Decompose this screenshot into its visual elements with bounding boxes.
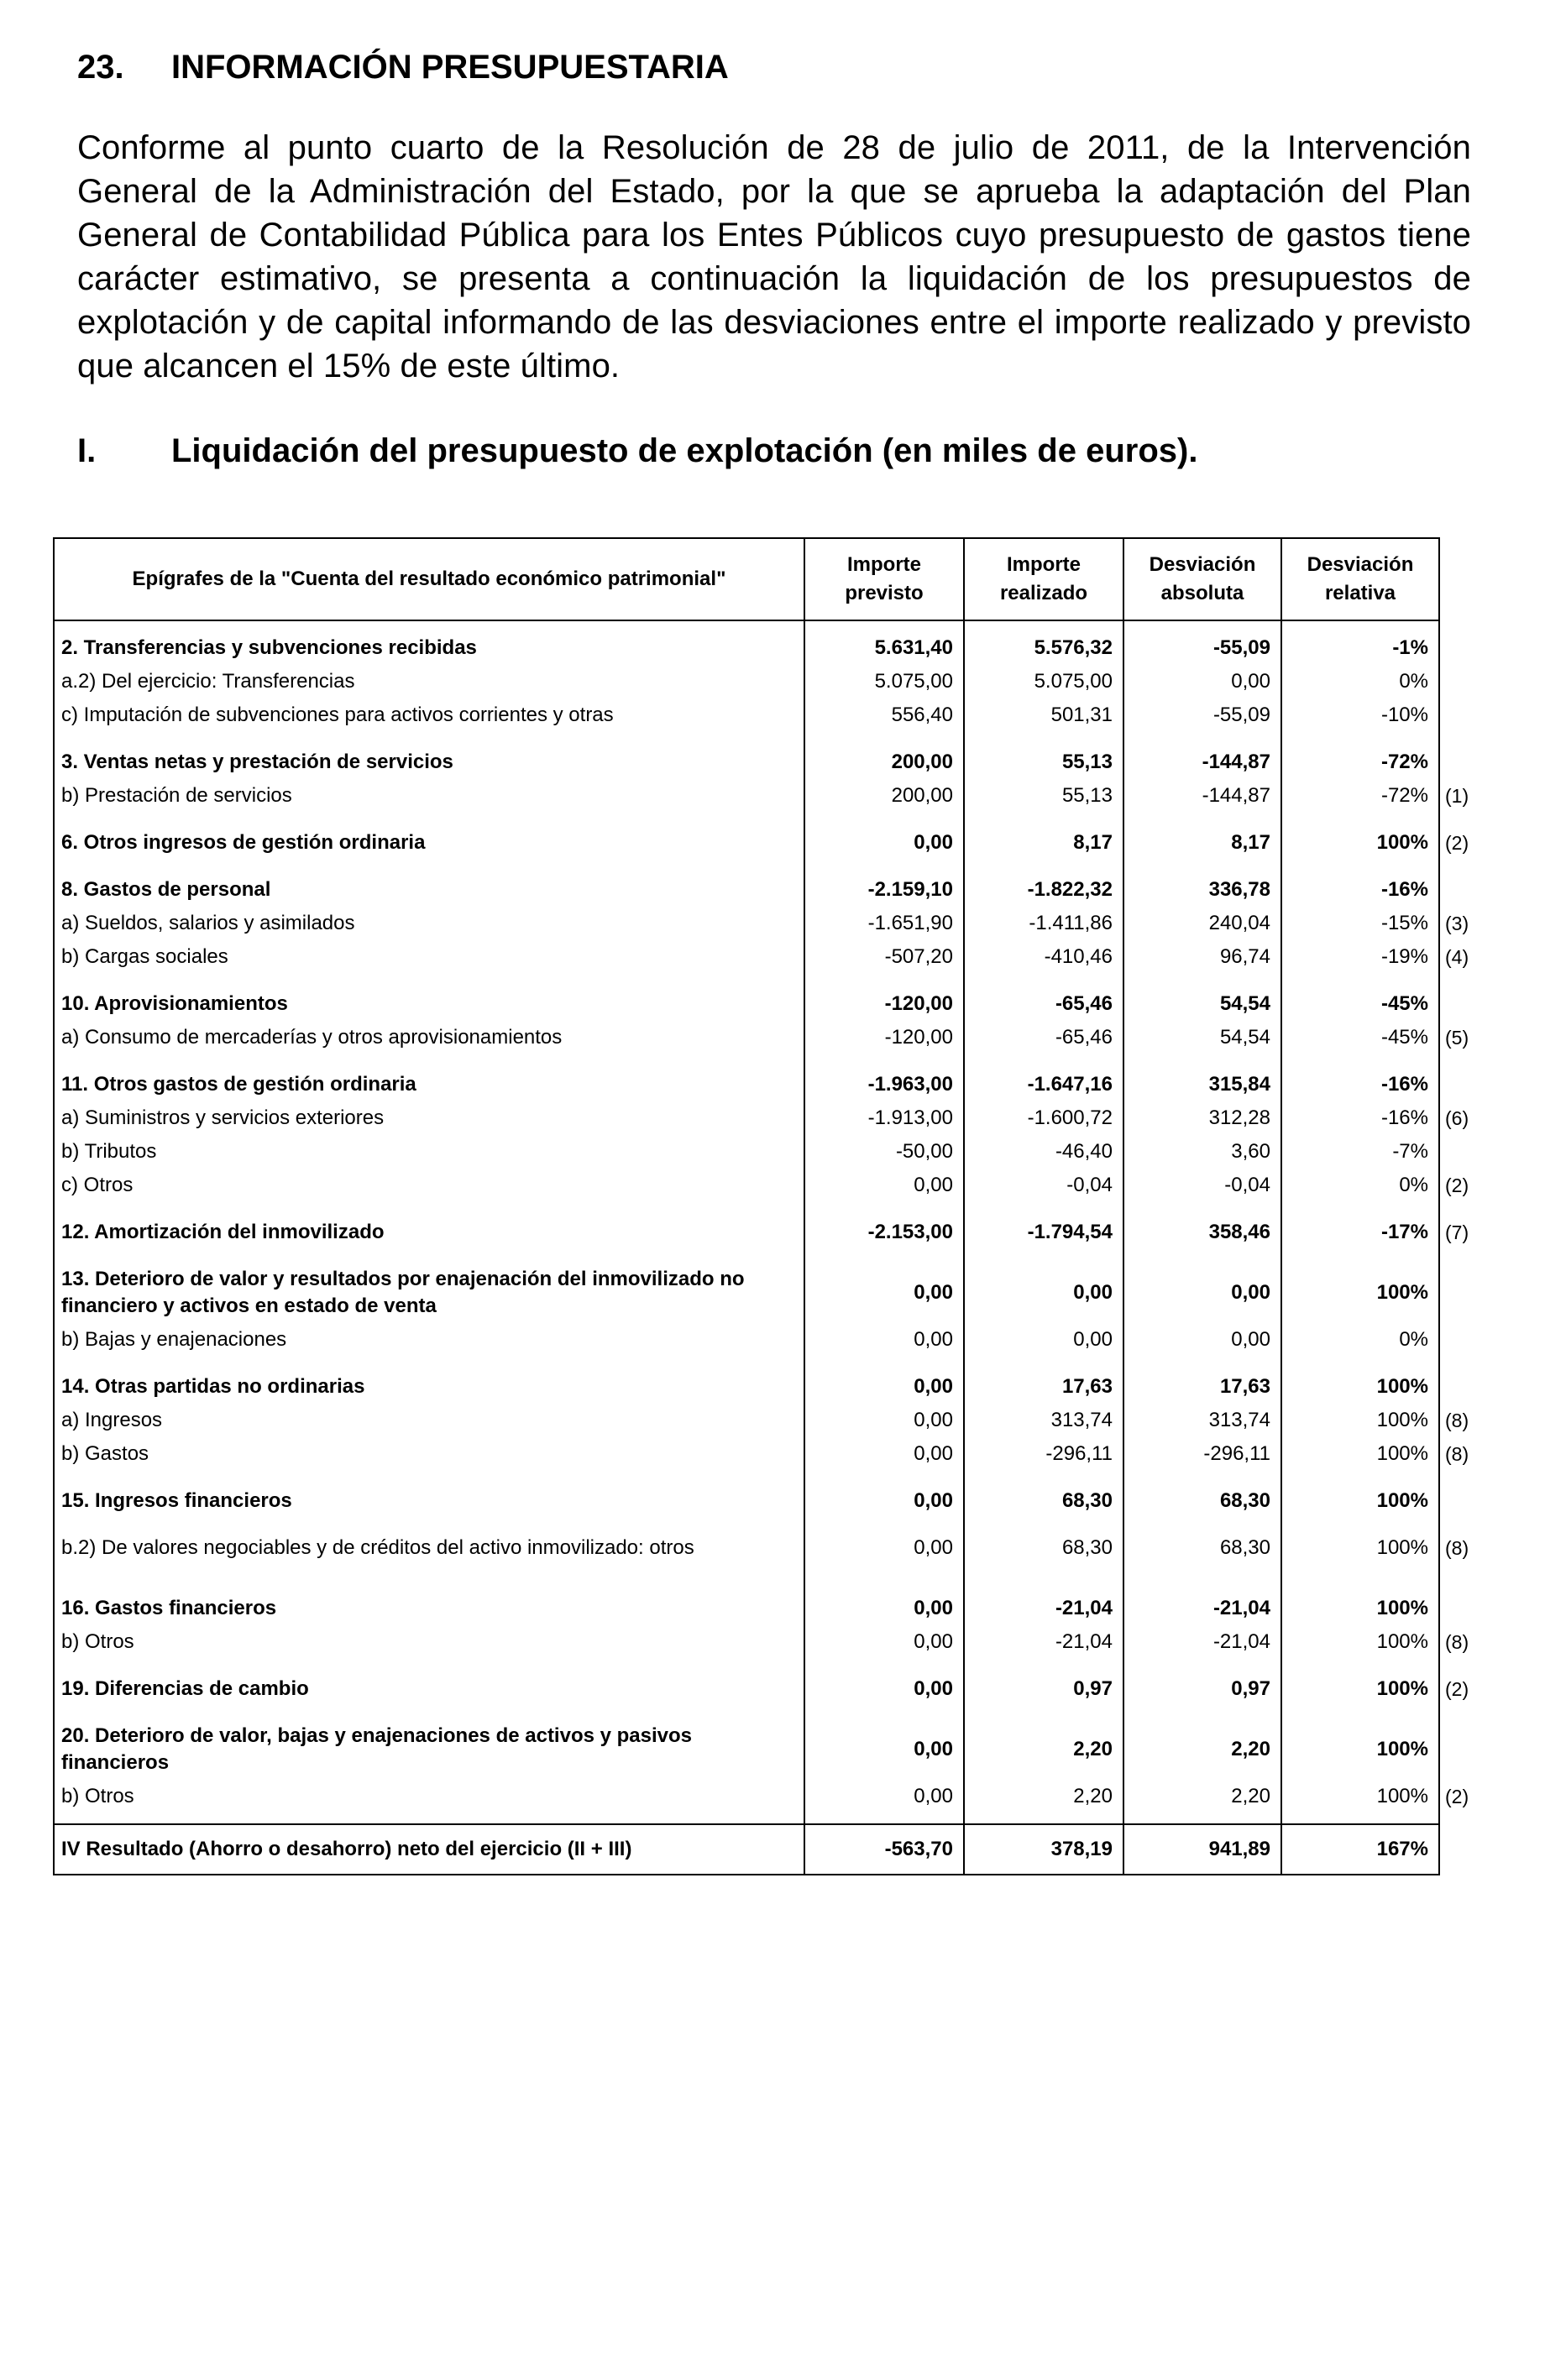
subsection-heading	[77, 432, 1197, 470]
importe-realizado-cell: 0,97	[964, 1659, 1123, 1706]
table-row	[54, 1101, 1485, 1135]
header-desviacion-relativa: Desviación relativa	[1281, 538, 1439, 620]
desviacion-relativa-cell: 167%	[1281, 1824, 1439, 1875]
note-cell: (5)	[1439, 1021, 1485, 1054]
importe-realizado-cell: -46,40	[964, 1135, 1123, 1169]
row-label: 15. Ingresos financieros	[54, 1471, 804, 1518]
row-label: 14. Otras partidas no ordinarias	[54, 1357, 804, 1404]
subsection-number: I.	[77, 432, 97, 469]
importe-previsto-cell: 5.631,40	[804, 620, 964, 665]
row-label: a.2) Del ejercicio: Transferencias	[54, 665, 804, 698]
budget-table	[53, 537, 1485, 1875]
importe-realizado-cell: -21,04	[964, 1578, 1123, 1625]
desviacion-absoluta-cell: 2,20	[1123, 1706, 1281, 1780]
table-row	[54, 1021, 1485, 1054]
desviacion-relativa-cell: -45%	[1281, 1021, 1439, 1054]
desviacion-absoluta-cell: 0,97	[1123, 1659, 1281, 1706]
table-row	[54, 698, 1485, 732]
row-label: b) Otros	[54, 1625, 804, 1659]
desviacion-relativa-cell: -7%	[1281, 1135, 1439, 1169]
row-label: 8. Gastos de personal	[54, 860, 804, 907]
note-cell	[1439, 860, 1485, 907]
table-row	[54, 1824, 1485, 1875]
desviacion-relativa-cell: 100%	[1281, 1471, 1439, 1518]
table-row	[54, 1471, 1485, 1518]
importe-previsto-cell: 200,00	[804, 732, 964, 779]
importe-previsto-cell: 0,00	[804, 1578, 964, 1625]
desviacion-relativa-cell: 0%	[1281, 1323, 1439, 1357]
note-cell	[1439, 1323, 1485, 1357]
importe-realizado-cell: -0,04	[964, 1169, 1123, 1202]
table-row	[54, 1518, 1485, 1578]
section-number: 23.	[77, 49, 124, 86]
note-cell	[1439, 698, 1485, 732]
importe-previsto-cell: -507,20	[804, 940, 964, 974]
importe-previsto-cell: 0,00	[804, 1323, 964, 1357]
row-label: 3. Ventas netas y prestación de servicios	[54, 732, 804, 779]
table-row	[54, 974, 1485, 1021]
note-cell: (8)	[1439, 1404, 1485, 1437]
desviacion-relativa-cell: -45%	[1281, 974, 1439, 1021]
row-label: b) Gastos	[54, 1437, 804, 1471]
desviacion-absoluta-cell: 2,20	[1123, 1780, 1281, 1824]
importe-realizado-cell: 0,00	[964, 1323, 1123, 1357]
desviacion-absoluta-cell: 96,74	[1123, 940, 1281, 974]
table-row	[54, 1135, 1485, 1169]
desviacion-absoluta-cell: -0,04	[1123, 1169, 1281, 1202]
table-row	[54, 860, 1485, 907]
importe-previsto-cell: 0,00	[804, 1437, 964, 1471]
note-cell: (1)	[1439, 779, 1485, 813]
importe-previsto-cell: 0,00	[804, 1706, 964, 1780]
table-row	[54, 732, 1485, 779]
importe-realizado-cell: 313,74	[964, 1404, 1123, 1437]
table-row	[54, 779, 1485, 813]
desviacion-absoluta-cell: 17,63	[1123, 1357, 1281, 1404]
note-cell	[1439, 620, 1485, 665]
importe-realizado-cell: 2,20	[964, 1780, 1123, 1824]
importe-realizado-cell: 0,00	[964, 1249, 1123, 1323]
note-cell	[1439, 1054, 1485, 1101]
row-label: b) Bajas y enajenaciones	[54, 1323, 804, 1357]
desviacion-relativa-cell: 100%	[1281, 1357, 1439, 1404]
importe-realizado-cell: -65,46	[964, 1021, 1123, 1054]
importe-realizado-cell: -1.794,54	[964, 1202, 1123, 1249]
note-cell: (2)	[1439, 1659, 1485, 1706]
note-cell: (8)	[1439, 1437, 1485, 1471]
table-row	[54, 813, 1485, 860]
importe-previsto-cell: -2.153,00	[804, 1202, 964, 1249]
desviacion-relativa-cell: 100%	[1281, 1578, 1439, 1625]
table-row	[54, 1578, 1485, 1625]
note-cell	[1439, 974, 1485, 1021]
row-label: a) Consumo de mercaderías y otros aprovisionamientos	[54, 1021, 804, 1054]
importe-previsto-cell: 5.075,00	[804, 665, 964, 698]
importe-previsto-cell: 0,00	[804, 813, 964, 860]
importe-previsto-cell: -120,00	[804, 1021, 964, 1054]
desviacion-absoluta-cell: 0,00	[1123, 665, 1281, 698]
importe-previsto-cell: 0,00	[804, 1625, 964, 1659]
importe-previsto-cell: 0,00	[804, 1659, 964, 1706]
importe-previsto-cell: -2.159,10	[804, 860, 964, 907]
importe-realizado-cell: 68,30	[964, 1471, 1123, 1518]
desviacion-relativa-cell: 100%	[1281, 1518, 1439, 1578]
desviacion-relativa-cell: -16%	[1281, 1054, 1439, 1101]
note-cell	[1439, 1706, 1485, 1780]
desviacion-relativa-cell: -17%	[1281, 1202, 1439, 1249]
importe-previsto-cell: 0,00	[804, 1169, 964, 1202]
table-row	[54, 1437, 1485, 1471]
desviacion-relativa-cell: -16%	[1281, 860, 1439, 907]
desviacion-absoluta-cell: 3,60	[1123, 1135, 1281, 1169]
desviacion-absoluta-cell: 315,84	[1123, 1054, 1281, 1101]
desviacion-relativa-cell: 100%	[1281, 1706, 1439, 1780]
row-label: b) Cargas sociales	[54, 940, 804, 974]
desviacion-relativa-cell: 100%	[1281, 1404, 1439, 1437]
desviacion-relativa-cell: 100%	[1281, 1659, 1439, 1706]
importe-realizado-cell: 378,19	[964, 1824, 1123, 1875]
desviacion-relativa-cell: 100%	[1281, 1780, 1439, 1824]
importe-realizado-cell: -1.822,32	[964, 860, 1123, 907]
table-row	[54, 1780, 1485, 1824]
row-label: 19. Diferencias de cambio	[54, 1659, 804, 1706]
note-cell: (6)	[1439, 1101, 1485, 1135]
note-cell	[1439, 1357, 1485, 1404]
table-row	[54, 1323, 1485, 1357]
table-row	[54, 1659, 1485, 1706]
note-cell: (2)	[1439, 813, 1485, 860]
table-row	[54, 1625, 1485, 1659]
importe-previsto-cell: -120,00	[804, 974, 964, 1021]
row-label: 12. Amortización del inmovilizado	[54, 1202, 804, 1249]
row-label: a) Suministros y servicios exteriores	[54, 1101, 804, 1135]
table-row	[54, 620, 1485, 665]
note-cell	[1439, 1578, 1485, 1625]
desviacion-absoluta-cell: -21,04	[1123, 1625, 1281, 1659]
row-label: 11. Otros gastos de gestión ordinaria	[54, 1054, 804, 1101]
importe-previsto-cell: -563,70	[804, 1824, 964, 1875]
importe-previsto-cell: 0,00	[804, 1471, 964, 1518]
table-row	[54, 1249, 1485, 1323]
note-cell	[1439, 1249, 1485, 1323]
table-header-row	[54, 538, 1485, 620]
table-row	[54, 1404, 1485, 1437]
table-row	[54, 1202, 1485, 1249]
desviacion-relativa-cell: 0%	[1281, 665, 1439, 698]
importe-realizado-cell: 55,13	[964, 779, 1123, 813]
desviacion-relativa-cell: 0%	[1281, 1169, 1439, 1202]
row-label: 13. Deterioro de valor y resultados por enajenación del inmovilizado no financiero y activos en estado de venta	[54, 1249, 804, 1323]
desviacion-absoluta-cell: 240,04	[1123, 907, 1281, 940]
importe-previsto-cell: -1.913,00	[804, 1101, 964, 1135]
importe-previsto-cell: 0,00	[804, 1404, 964, 1437]
importe-previsto-cell: 200,00	[804, 779, 964, 813]
importe-previsto-cell: 0,00	[804, 1780, 964, 1824]
importe-realizado-cell: 17,63	[964, 1357, 1123, 1404]
intro-paragraph: Conforme al punto cuarto de la Resolución de 28 de julio de 2011, de la Intervención General de la Administración del Estado, por la que se aprueba la adaptación del Plan General de Contabilidad Pública para los Entes Públicos cuyo presupuesto de gastos tiene carácter estimativo, se presenta a continuación la liquidación de los presupuestos de explotación y de capital informando de las desviaciones entre el importe realizado y previsto que alcancen el 15% de este último.	[77, 129, 1471, 384]
subsection-title: Liquidación del presupuesto de explotación (en miles de euros).	[171, 432, 1198, 469]
note-cell: (3)	[1439, 907, 1485, 940]
note-cell	[1439, 732, 1485, 779]
desviacion-absoluta-cell: 358,46	[1123, 1202, 1281, 1249]
importe-realizado-cell: 501,31	[964, 698, 1123, 732]
row-label: 16. Gastos financieros	[54, 1578, 804, 1625]
importe-previsto-cell: 0,00	[804, 1249, 964, 1323]
importe-realizado-cell: 68,30	[964, 1518, 1123, 1578]
row-label: IV Resultado (Ahorro o desahorro) neto del ejercicio (II + III)	[54, 1824, 804, 1875]
desviacion-relativa-cell: 100%	[1281, 1249, 1439, 1323]
importe-previsto-cell: 0,00	[804, 1357, 964, 1404]
row-label: c) Imputación de subvenciones para activos corrientes y otras	[54, 698, 804, 732]
importe-previsto-cell: -50,00	[804, 1135, 964, 1169]
table-row	[54, 1169, 1485, 1202]
header-label: Epígrafes de la "Cuenta del resultado económico patrimonial"	[54, 538, 804, 620]
desviacion-relativa-cell: -72%	[1281, 732, 1439, 779]
desviacion-absoluta-cell: -144,87	[1123, 779, 1281, 813]
row-label: a) Ingresos	[54, 1404, 804, 1437]
desviacion-relativa-cell: -10%	[1281, 698, 1439, 732]
header-note	[1439, 538, 1485, 620]
importe-realizado-cell: 5.075,00	[964, 665, 1123, 698]
desviacion-absoluta-cell: 68,30	[1123, 1471, 1281, 1518]
importe-previsto-cell: -1.963,00	[804, 1054, 964, 1101]
row-label: b.2) De valores negociables y de créditos del activo inmovilizado: otros	[54, 1518, 804, 1578]
importe-realizado-cell: -21,04	[964, 1625, 1123, 1659]
desviacion-absoluta-cell: -55,09	[1123, 620, 1281, 665]
desviacion-relativa-cell: 100%	[1281, 1437, 1439, 1471]
importe-realizado-cell: 8,17	[964, 813, 1123, 860]
desviacion-absoluta-cell: 54,54	[1123, 1021, 1281, 1054]
header-realizado: Importe realizado	[964, 538, 1123, 620]
row-label: a) Sueldos, salarios y asimilados	[54, 907, 804, 940]
table-row	[54, 1054, 1485, 1101]
note-cell	[1439, 665, 1485, 698]
note-cell: (4)	[1439, 940, 1485, 974]
row-label: b) Otros	[54, 1780, 804, 1824]
table-row	[54, 907, 1485, 940]
header-previsto: Importe previsto	[804, 538, 964, 620]
row-label: 6. Otros ingresos de gestión ordinaria	[54, 813, 804, 860]
row-label: 20. Deterioro de valor, bajas y enajenaciones de activos y pasivos financieros	[54, 1706, 804, 1780]
desviacion-absoluta-cell: 68,30	[1123, 1518, 1281, 1578]
note-cell: (7)	[1439, 1202, 1485, 1249]
desviacion-absoluta-cell: 54,54	[1123, 974, 1281, 1021]
importe-realizado-cell: -1.647,16	[964, 1054, 1123, 1101]
table-row	[54, 1706, 1485, 1780]
desviacion-relativa-cell: -19%	[1281, 940, 1439, 974]
note-cell: (2)	[1439, 1169, 1485, 1202]
row-label: b) Tributos	[54, 1135, 804, 1169]
row-label: 10. Aprovisionamientos	[54, 974, 804, 1021]
desviacion-absoluta-cell: 312,28	[1123, 1101, 1281, 1135]
desviacion-absoluta-cell: -55,09	[1123, 698, 1281, 732]
desviacion-absoluta-cell: -296,11	[1123, 1437, 1281, 1471]
importe-realizado-cell: -1.411,86	[964, 907, 1123, 940]
importe-previsto-cell: -1.651,90	[804, 907, 964, 940]
desviacion-absoluta-cell: 336,78	[1123, 860, 1281, 907]
desviacion-absoluta-cell: 0,00	[1123, 1323, 1281, 1357]
importe-realizado-cell: -296,11	[964, 1437, 1123, 1471]
row-label: 2. Transferencias y subvenciones recibidas	[54, 620, 804, 665]
desviacion-relativa-cell: 100%	[1281, 813, 1439, 860]
table-row	[54, 940, 1485, 974]
desviacion-absoluta-cell: 8,17	[1123, 813, 1281, 860]
desviacion-absoluta-cell: 941,89	[1123, 1824, 1281, 1875]
desviacion-relativa-cell: 100%	[1281, 1625, 1439, 1659]
note-cell	[1439, 1471, 1485, 1518]
desviacion-relativa-cell: -15%	[1281, 907, 1439, 940]
note-cell: (8)	[1439, 1625, 1485, 1659]
importe-realizado-cell: 55,13	[964, 732, 1123, 779]
table-row	[54, 1357, 1485, 1404]
desviacion-absoluta-cell: 0,00	[1123, 1249, 1281, 1323]
row-label: c) Otros	[54, 1169, 804, 1202]
importe-previsto-cell: 0,00	[804, 1518, 964, 1578]
desviacion-relativa-cell: -1%	[1281, 620, 1439, 665]
importe-realizado-cell: -410,46	[964, 940, 1123, 974]
note-cell	[1439, 1824, 1485, 1875]
section-heading	[77, 49, 729, 86]
importe-previsto-cell: 556,40	[804, 698, 964, 732]
note-cell	[1439, 1135, 1485, 1169]
header-desviacion-absoluta: Desviación absoluta	[1123, 538, 1281, 620]
note-cell: (8)	[1439, 1518, 1485, 1578]
importe-realizado-cell: -65,46	[964, 974, 1123, 1021]
desviacion-relativa-cell: -72%	[1281, 779, 1439, 813]
section-title: INFORMACIÓN PRESUPUESTARIA	[171, 49, 729, 86]
table-row	[54, 665, 1485, 698]
note-cell: (2)	[1439, 1780, 1485, 1824]
desviacion-absoluta-cell: -144,87	[1123, 732, 1281, 779]
row-label: b) Prestación de servicios	[54, 779, 804, 813]
desviacion-absoluta-cell: -21,04	[1123, 1578, 1281, 1625]
importe-realizado-cell: -1.600,72	[964, 1101, 1123, 1135]
importe-realizado-cell: 2,20	[964, 1706, 1123, 1780]
desviacion-relativa-cell: -16%	[1281, 1101, 1439, 1135]
desviacion-absoluta-cell: 313,74	[1123, 1404, 1281, 1437]
importe-realizado-cell: 5.576,32	[964, 620, 1123, 665]
